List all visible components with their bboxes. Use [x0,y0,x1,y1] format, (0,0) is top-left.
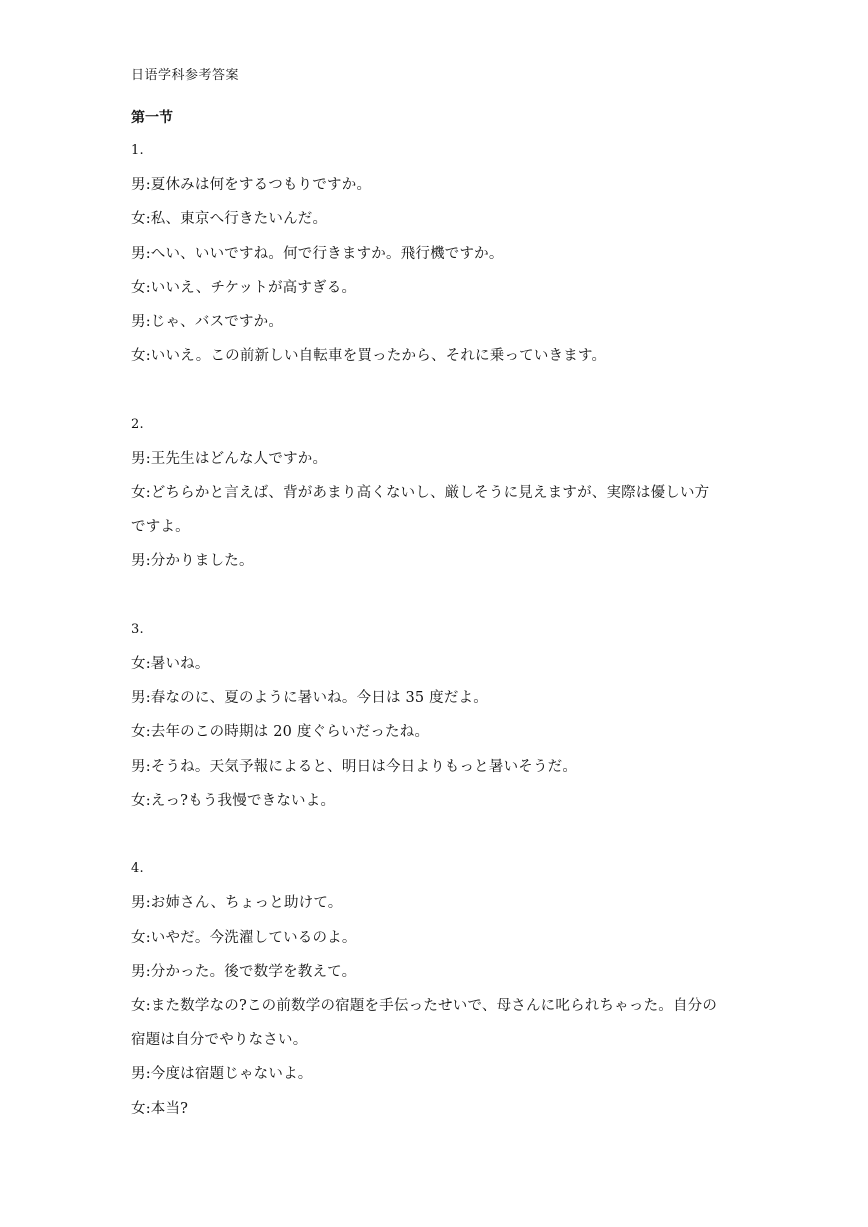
dialogue-4 [131,852,741,1126]
dialogue-line: 男:王先生はどんな人ですか。 [131,450,328,467]
dialogue-line: 女:いやだ。今洗濯しているのよ。 [131,929,357,946]
dialogue-line: 男:じゃ、バスですか。 [131,314,284,331]
spacer [131,579,741,613]
document-header: 日语学科参考答案 [131,68,240,83]
dialogue-line: 男:夏休みは何をするつもりですか。 [131,177,372,194]
dialogue-content [131,134,741,1126]
dialogue-line: 女:どちらかと言えば、背があまり高くないし、厳しそうに見えますが、実際は優しい方 [131,485,710,502]
dialogue-2 [131,408,741,579]
dialogue-line: 男:春なのに、夏のように暑いね。今日は 35 度だよ。 [131,690,488,707]
dialogue-3 [131,613,741,818]
dialogue-line: 男:お姉さん、ちょっと助けて。 [131,895,343,912]
dialogue-line: 宿題は自分でやりなさい。 [131,1032,308,1049]
dialogue-line: 女:本当? [131,1100,189,1117]
dialogue-line: 男:そうね。天気予報によると、明日は今日よりもっと暑いそうだ。 [131,758,578,775]
dialogue-number: 1. [131,143,144,158]
dialogue-line: 女:えっ?もう我慢できないよ。 [131,792,336,809]
dialogue-number: 4. [131,861,144,877]
dialogue-line: ですよ。 [131,519,190,536]
dialogue-number: 2. [131,416,144,432]
dialogue-line: 男:分かりました。 [131,553,254,570]
section-title: 第一节 [131,110,173,126]
dialogue-line: 男:へい、いいですね。何で行きますか。飛行機ですか。 [131,245,504,262]
dialogue-line: 女:私、東京へ行きたいんだ。 [131,211,328,228]
dialogue-line: 女:また数学なの?この前数学の宿題を手伝ったせいで、母さんに叱られちゃった。自分の [131,998,718,1015]
dialogue-line: 女:去年のこの時期は 20 度ぐらいだったね。 [131,724,430,741]
dialogue-line: 女:暑いね。 [131,656,210,673]
dialogue-1 [131,134,741,373]
dialogue-number: 3. [131,621,144,637]
dialogue-line: 女:いいえ、チケットが高すぎる。 [131,279,357,296]
dialogue-line: 男:分かった。後で数学を教えて。 [131,963,357,980]
spacer [131,373,741,407]
dialogue-line: 男:今度は宿題じゃないよ。 [131,1066,313,1083]
dialogue-line: 女:いいえ。この前新しい自転車を買ったから、それに乗っていきます。 [131,348,607,365]
spacer [131,818,741,852]
